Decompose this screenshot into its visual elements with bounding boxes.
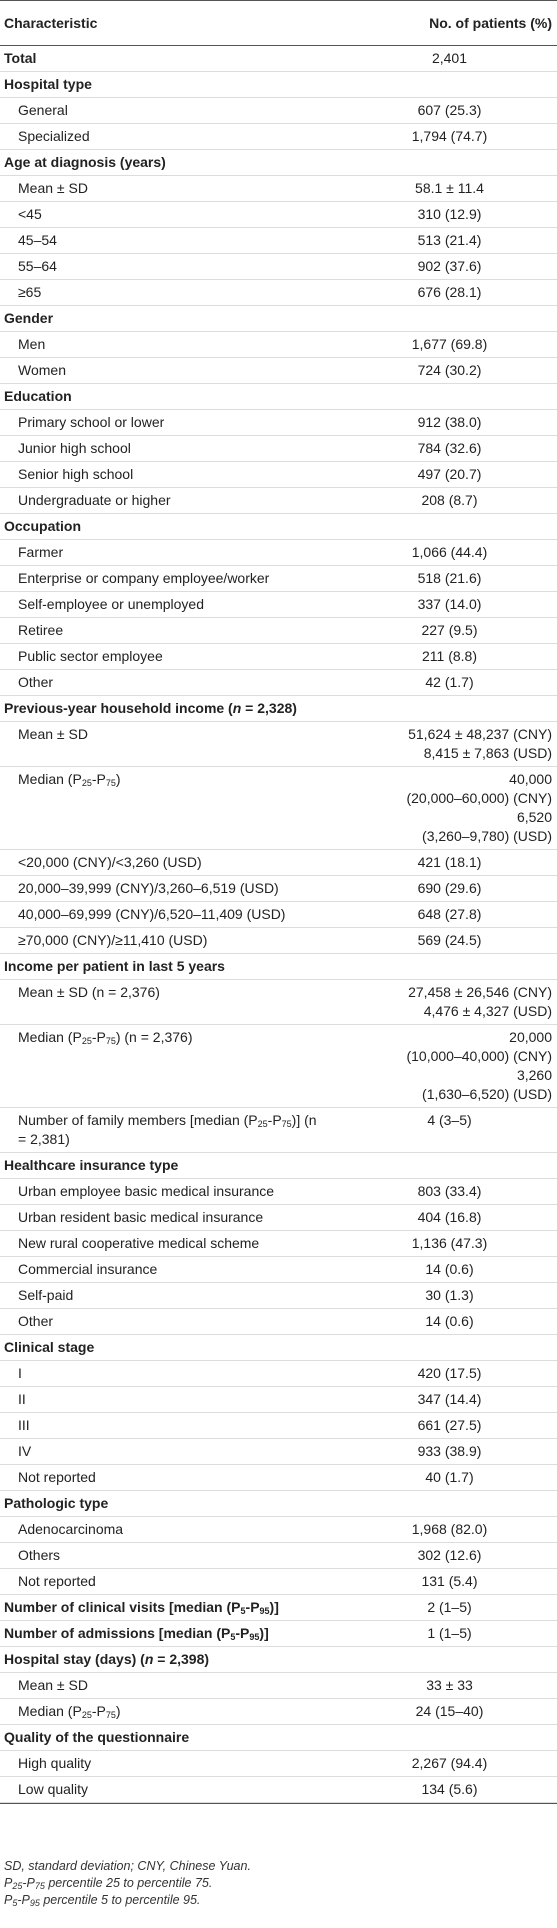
row-label: Undergraduate or higher	[0, 488, 350, 514]
footnote-p5-p95: $P_5-P_{95}$ percentile 5 to percentile 95.	[4, 1893, 201, 1908]
row-label: Age at diagnosis (years)	[0, 150, 350, 176]
table-row	[0, 1108, 557, 1153]
table-row	[0, 1777, 557, 1803]
row-value: 676 (28.1)	[350, 280, 557, 306]
row-value: 14 (0.6)	[350, 1309, 557, 1335]
table-row	[0, 1699, 557, 1725]
row-label: I	[0, 1361, 350, 1387]
row-value: 518 (21.6)	[350, 566, 557, 592]
row-label: Quality of the questionnaire	[0, 1725, 350, 1751]
row-value: 134 (5.6)	[350, 1777, 557, 1803]
table-row	[0, 1179, 557, 1205]
table-row	[0, 488, 557, 514]
row-value	[350, 306, 557, 332]
table-section-row	[0, 384, 557, 410]
row-label: Hospital type	[0, 72, 350, 98]
row-value	[350, 384, 557, 410]
row-label: Women	[0, 358, 350, 384]
row-label: Number of admissions [median $(P_5-P_{95})$]	[0, 1621, 350, 1647]
row-value: 2 (1–5)	[350, 1595, 557, 1621]
table-row	[0, 436, 557, 462]
row-value	[350, 954, 557, 980]
table-row	[0, 644, 557, 670]
row-value	[350, 1725, 557, 1751]
table-row	[0, 902, 557, 928]
row-value: 690 (29.6)	[350, 876, 557, 902]
row-value: 404 (16.8)	[350, 1205, 557, 1231]
table-row	[0, 592, 557, 618]
row-label: Total	[0, 46, 350, 72]
row-value	[350, 150, 557, 176]
row-label: Pathologic type	[0, 1491, 350, 1517]
row-value: 51,624 ± 48,237 (CNY) 8,415 ± 7,863 (USD)	[350, 722, 557, 767]
row-label: II	[0, 1387, 350, 1413]
table-header-row	[0, 1, 557, 46]
row-label: ≥65	[0, 280, 350, 306]
table-row	[0, 1309, 557, 1335]
row-value: 24 (15–40)	[350, 1699, 557, 1725]
row-label: Mean ± SD	[0, 176, 350, 202]
row-value: 607 (25.3)	[350, 98, 557, 124]
row-label: <45	[0, 202, 350, 228]
row-value: 310 (12.9)	[350, 202, 557, 228]
row-label: Education	[0, 384, 350, 410]
table-section-row	[0, 696, 557, 722]
footnote-abbreviations: SD, standard deviation; CNY, Chinese Yuan.	[4, 1859, 251, 1873]
row-label: Clinical stage	[0, 1335, 350, 1361]
row-label: 40,000–69,999 (CNY)/6,520–11,409 (USD)	[0, 902, 350, 928]
row-label: Self-paid	[0, 1283, 350, 1309]
row-label: Income per patient in last 5 years	[0, 954, 350, 980]
row-label: Gender	[0, 306, 350, 332]
row-label: 45–54	[0, 228, 350, 254]
table-row	[0, 1231, 557, 1257]
table-row	[0, 1569, 557, 1595]
row-label: IV	[0, 1439, 350, 1465]
row-label: Healthcare insurance type	[0, 1153, 350, 1179]
table-row	[0, 254, 557, 280]
table-row	[0, 332, 557, 358]
row-label: Median $(P_{25}-P_{75}) (n = 2,376)$	[0, 1025, 350, 1108]
row-label: Other	[0, 670, 350, 696]
table-footnotes	[4, 1858, 251, 1909]
row-label: 20,000–39,999 (CNY)/3,260–6,519 (USD)	[0, 876, 350, 902]
row-value: 14 (0.6)	[350, 1257, 557, 1283]
table-section-row	[0, 514, 557, 540]
row-label: Hospital stay (days) (n = 2,398)	[0, 1647, 350, 1673]
table-total-row	[0, 46, 557, 72]
table-row	[0, 928, 557, 954]
row-value: 784 (32.6)	[350, 436, 557, 462]
row-value: 58.1 ± 11.4	[350, 176, 557, 202]
row-value: 33 ± 33	[350, 1673, 557, 1699]
table-row	[0, 1205, 557, 1231]
row-value: 30 (1.3)	[350, 1283, 557, 1309]
row-label: 55–64	[0, 254, 350, 280]
row-value	[350, 696, 557, 722]
row-value: 420 (17.5)	[350, 1361, 557, 1387]
table-section-row	[0, 1725, 557, 1751]
row-value: 1 (1–5)	[350, 1621, 557, 1647]
table-row	[0, 618, 557, 644]
row-value: 497 (20.7)	[350, 462, 557, 488]
row-value: 2,401	[350, 46, 557, 72]
row-value: 933 (38.9)	[350, 1439, 557, 1465]
row-label: Previous-year household income (n = 2,328)	[0, 696, 350, 722]
row-label: Other	[0, 1309, 350, 1335]
row-value	[350, 72, 557, 98]
row-label: Mean ± SD	[0, 722, 350, 767]
row-label: III	[0, 1413, 350, 1439]
row-label: New rural cooperative medical scheme	[0, 1231, 350, 1257]
row-value	[350, 514, 557, 540]
column-header-patients: No. of patients (%)	[350, 1, 557, 46]
row-value: 42 (1.7)	[350, 670, 557, 696]
row-value: 20,000 (10,000–40,000) (CNY) 3,260 (1,630–6,520) (USD)	[350, 1025, 557, 1108]
row-value: 1,066 (44.4)	[350, 540, 557, 566]
table-row	[0, 722, 557, 767]
row-label: Retiree	[0, 618, 350, 644]
row-value	[350, 1491, 557, 1517]
table-row	[0, 1387, 557, 1413]
row-value: 211 (8.8)	[350, 644, 557, 670]
row-value: 27,458 ± 26,546 (CNY) 4,476 ± 4,327 (USD)	[350, 980, 557, 1025]
table-row	[0, 462, 557, 488]
row-label: Specialized	[0, 124, 350, 150]
row-label: Occupation	[0, 514, 350, 540]
row-value: 724 (30.2)	[350, 358, 557, 384]
row-value: 40,000 (20,000–60,000) (CNY) 6,520 (3,260–9,780) (USD)	[350, 767, 557, 850]
table-row	[0, 202, 557, 228]
row-value: 1,968 (82.0)	[350, 1517, 557, 1543]
row-value: 569 (24.5)	[350, 928, 557, 954]
table-section-row	[0, 1491, 557, 1517]
row-label: Adenocarcinoma	[0, 1517, 350, 1543]
row-label: Median $(P_{25}-P_{75})$	[0, 767, 350, 850]
row-label: Mean ± SD (n = 2,376)	[0, 980, 350, 1025]
table-row	[0, 98, 557, 124]
row-value: 648 (27.8)	[350, 902, 557, 928]
row-value: 912 (38.0)	[350, 410, 557, 436]
table-row	[0, 410, 557, 436]
row-value	[350, 1153, 557, 1179]
table-row	[0, 566, 557, 592]
table-row	[0, 280, 557, 306]
row-label: Primary school or lower	[0, 410, 350, 436]
row-value: 513 (21.4)	[350, 228, 557, 254]
row-label: Self-employee or unemployed	[0, 592, 350, 618]
table-row	[0, 1673, 557, 1699]
row-value: 227 (9.5)	[350, 618, 557, 644]
row-label: Median $(P_{25}-P_{75})$	[0, 1699, 350, 1725]
row-label: Enterprise or company employee/worker	[0, 566, 350, 592]
table-row	[0, 358, 557, 384]
row-value	[350, 1647, 557, 1673]
row-label: Urban resident basic medical insurance	[0, 1205, 350, 1231]
table-row	[0, 876, 557, 902]
row-label: Urban employee basic medical insurance	[0, 1179, 350, 1205]
row-value	[350, 1335, 557, 1361]
table-section-row	[0, 1335, 557, 1361]
table-row	[0, 228, 557, 254]
row-label: Commercial insurance	[0, 1257, 350, 1283]
column-header-characteristic: Characteristic	[0, 1, 350, 46]
table-row	[0, 850, 557, 876]
table-section-row	[0, 1595, 557, 1621]
row-label: Junior high school	[0, 436, 350, 462]
table-row	[0, 1413, 557, 1439]
table-section-row	[0, 954, 557, 980]
row-label: Not reported	[0, 1569, 350, 1595]
row-label: High quality	[0, 1751, 350, 1777]
table-row	[0, 1465, 557, 1491]
row-label: Mean ± SD	[0, 1673, 350, 1699]
row-label: Public sector employee	[0, 644, 350, 670]
table-section-row	[0, 1153, 557, 1179]
table-section-row	[0, 1647, 557, 1673]
row-value: 902 (37.6)	[350, 254, 557, 280]
row-label: Men	[0, 332, 350, 358]
row-value: 421 (18.1)	[350, 850, 557, 876]
table-row	[0, 1439, 557, 1465]
row-value: 1,136 (47.3)	[350, 1231, 557, 1257]
row-value: 4 (3–5)	[350, 1108, 557, 1153]
table-bottom-rule	[0, 1803, 557, 1804]
table-row	[0, 767, 557, 850]
table-row	[0, 1517, 557, 1543]
footnote-p25-p75: $P_{25}-P_{75}$ percentile 25 to percentile 75.	[4, 1876, 213, 1891]
table-section-row	[0, 306, 557, 332]
table-row	[0, 124, 557, 150]
row-label: Senior high school	[0, 462, 350, 488]
table-row	[0, 1543, 557, 1569]
row-value: 131 (5.4)	[350, 1569, 557, 1595]
row-value: 40 (1.7)	[350, 1465, 557, 1491]
table-row	[0, 1751, 557, 1777]
row-label: Farmer	[0, 540, 350, 566]
row-label: ≥70,000 (CNY)/≥11,410 (USD)	[0, 928, 350, 954]
row-label: <20,000 (CNY)/<3,260 (USD)	[0, 850, 350, 876]
row-value: 208 (8.7)	[350, 488, 557, 514]
table-section-row	[0, 1621, 557, 1647]
table-row	[0, 176, 557, 202]
table-row	[0, 1283, 557, 1309]
table-row	[0, 540, 557, 566]
row-value: 302 (12.6)	[350, 1543, 557, 1569]
row-value: 337 (14.0)	[350, 592, 557, 618]
row-label: Low quality	[0, 1777, 350, 1803]
row-label: Number of clinical visits [median $(P_5-P_{95})$]	[0, 1595, 350, 1621]
table-section-row	[0, 72, 557, 98]
row-value: 803 (33.4)	[350, 1179, 557, 1205]
row-value: 1,794 (74.7)	[350, 124, 557, 150]
table-section-row	[0, 150, 557, 176]
row-label: Not reported	[0, 1465, 350, 1491]
table-row	[0, 670, 557, 696]
row-label: Number of family members [median $(P_{25}-P_{75})$] (n = 2,381)	[0, 1108, 350, 1153]
table-row	[0, 1025, 557, 1108]
row-value: 1,677 (69.8)	[350, 332, 557, 358]
table-row	[0, 1361, 557, 1387]
table-row	[0, 980, 557, 1025]
row-label: General	[0, 98, 350, 124]
row-value: 661 (27.5)	[350, 1413, 557, 1439]
row-value: 347 (14.4)	[350, 1387, 557, 1413]
row-label: Others	[0, 1543, 350, 1569]
table-row	[0, 1257, 557, 1283]
row-value: 2,267 (94.4)	[350, 1751, 557, 1777]
table-body	[0, 46, 557, 1803]
